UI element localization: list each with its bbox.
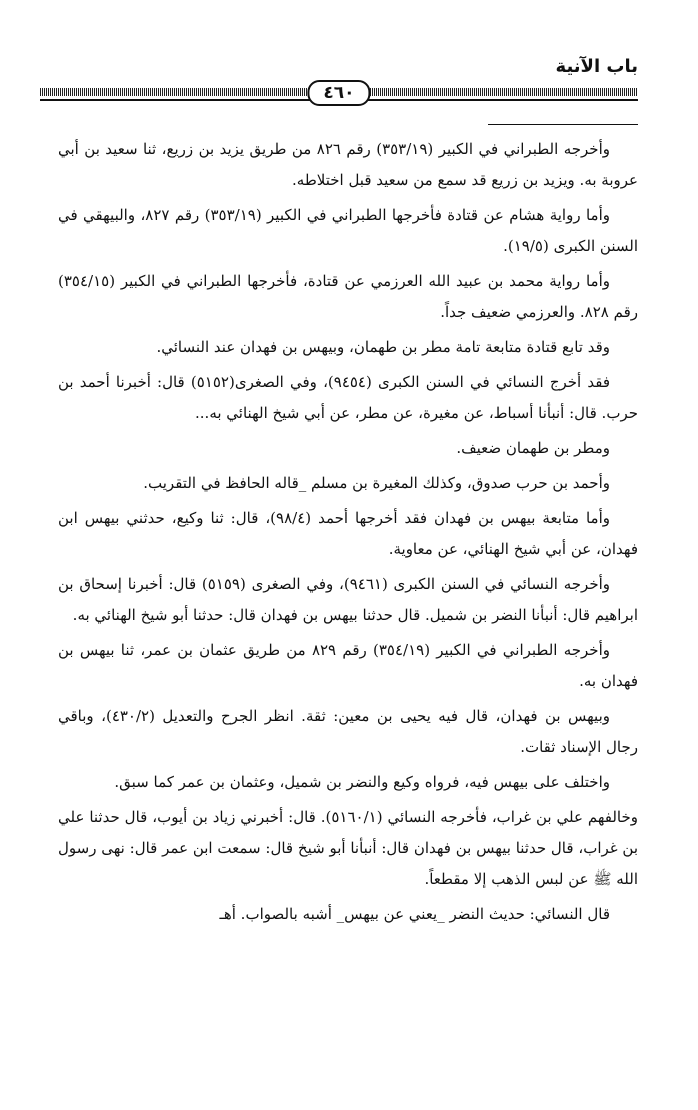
paragraph: وأخرجه الطبراني في الكبير (٣٥٤/١٩) رقم ٨٢٩ من طريق عثمان بن عمر، ثنا بيهس بن فهدان به.	[58, 641, 638, 690]
paragraph: وأما رواية محمد بن عبيد الله العرزمي عن قتادة، فأخرجها الطبراني في الكبير (٣٥٤/١٥) رقم ٨٢٨. والعرزمي ضعيف جداً.	[58, 272, 638, 321]
footnote-separator	[488, 124, 638, 125]
paragraph: وخالفهم علي بن غراب، فأخرجه النسائي (٥١٦٠/١). قال: أخبرني زياد بن أيوب، قال حدثنا علي بن غراب، قال حدثنا بيهس بن فهدان قال: أنبأنا أبو شيخ قال: سمعت ابن عمر قال: نهى رسول الله ﷺ عن لبس الذهب إلا مقطعاً.	[58, 808, 638, 888]
paragraph: وأحمد بن حرب صدوق، وكذلك المغيرة بن مسلم _قاله الحافظ في التقريب.	[143, 474, 610, 492]
paragraph: فقد أخرج النسائي في السنن الكبرى (٩٤٥٤)، وفي الصغرى(٥١٥٢) قال: أخبرنا أحمد بن حرب. قال: أنبأنا أسباط، عن مغيرة، عن مطر، عن أبي شيخ الهنائي به...	[58, 373, 638, 422]
paragraph: قال النسائي: حديث النضر _يعني عن بيهس_ أشبه بالصواب. أهـ	[219, 905, 610, 923]
page-header	[40, 52, 638, 102]
paragraph: وقد تابع قتادة متابعة تامة مطر بن طهمان، وبيهس بن فهدان عند النسائي.	[156, 338, 610, 356]
footnote-text	[58, 134, 638, 934]
paragraph: وأخرجه النسائي في السنن الكبرى (٩٤٦١)، وفي الصغرى (٥١٥٩) قال: أخبرنا إسحاق بن ابراهيم قال: أنبأنا النضر بن شميل. قال حدثنا بيهس بن فهدان قال: حدثنا أبو شيخ الهنائي به.	[58, 575, 638, 624]
paragraph: وأما رواية هشام عن قتادة فأخرجها الطبراني في الكبير (٣٥٣/١٩) رقم ٨٢٧، والبيهقي في السنن الكبرى (١٩/٥).	[58, 206, 638, 255]
paragraph: وبيهس بن فهدان، قال فيه يحيى بن معين: ثقة. انظر الجرح والتعديل (٤٣٠/٢)، وباقي رجال الإسناد ثقات.	[58, 707, 638, 756]
paragraph: وأما متابعة بيهس بن فهدان فقد أخرجها أحمد (٩٨/٤)، قال: ثنا وكيع، حدثني بيهس ابن فهدان، عن أبي شيخ الهنائي، عن معاوية.	[58, 509, 638, 558]
page-number: ٤٦٠	[307, 80, 370, 106]
section-title: باب الآنية	[555, 56, 638, 77]
paragraph: وأخرجه الطبراني في الكبير (٣٥٣/١٩) رقم ٨٢٦ من طريق يزيد بن زريع، ثنا سعيد بن أبي عروبة به. ويزيد بن زريع قد سمع من سعيد قبل اختلاطه.	[58, 140, 638, 189]
paragraph: ومطر بن طهمان ضعيف.	[456, 439, 610, 457]
paragraph: واختلف على بيهس فيه، فرواه وكيع والنضر بن شميل، وعثمان بن عمر كما سبق.	[114, 773, 610, 791]
